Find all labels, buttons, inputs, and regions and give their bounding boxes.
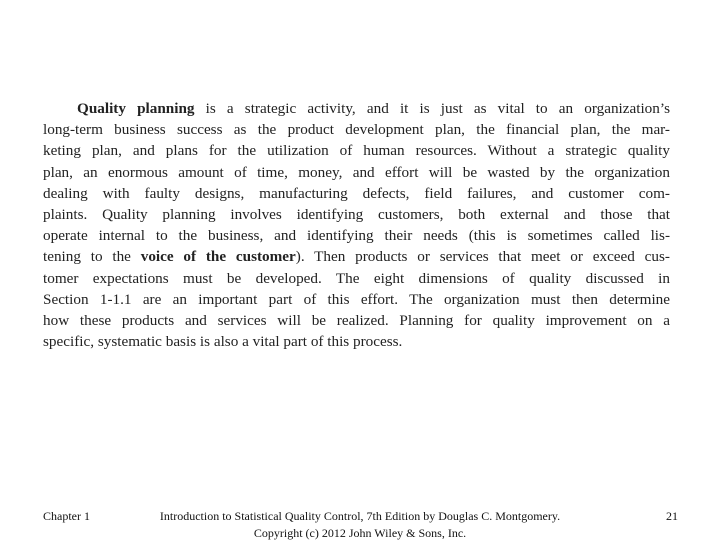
copyright-line: Copyright (c) 2012 John Wiley & Sons, Inc.	[253, 526, 467, 540]
paragraph-line: specific, systematic basis is also a vital part of this process.	[43, 333, 403, 351]
citation-line: Introduction to Statistical Quality Control, 7th Edition by Douglas C. Montgomery.	[159, 509, 561, 523]
paragraph-line: keting plan, and plans for the utilization of human resources. Without a strategic quality	[43, 142, 670, 160]
paragraph-line: tening to the voice of the customer). Then products or services that meet or exceed cus-	[43, 248, 670, 266]
footer-citation	[130, 508, 590, 542]
paragraph-line: plaints. Quality planning involves identifying customers, both external and those that	[43, 205, 670, 223]
term-quality-planning: Quality planning	[77, 100, 195, 117]
paragraph-line: Section 1-1.1 are an important part of this effort. The organization must then determine	[43, 290, 670, 308]
paragraph-line: operate internal to the business, and identifying their needs (this is sometimes called lis-	[43, 227, 670, 245]
term-voice-of-the-customer: voice of the customer	[140, 248, 296, 266]
textbook-excerpt	[43, 98, 670, 352]
paragraph-line: tomer expectations must be developed. The eight dimensions of quality discussed in	[43, 269, 670, 287]
paragraph-line: long-term business success as the product development plan, the financial plan, the mar-	[43, 121, 670, 139]
footer-chapter: Chapter 1	[43, 509, 90, 523]
footer-page-number: 21	[666, 509, 678, 523]
paragraph-line: Quality planning is a strategic activity, and it is just as vital to an organization’s	[77, 100, 670, 117]
paragraph-line: plan, an enormous amount of time, money, and effort will be wasted by the organization	[43, 163, 670, 181]
paragraph-line: how these products and services will be realized. Planning for quality improvement on a	[43, 311, 670, 329]
paragraph-line: dealing with faulty designs, manufacturing defects, field failures, and customer com-	[43, 184, 670, 202]
